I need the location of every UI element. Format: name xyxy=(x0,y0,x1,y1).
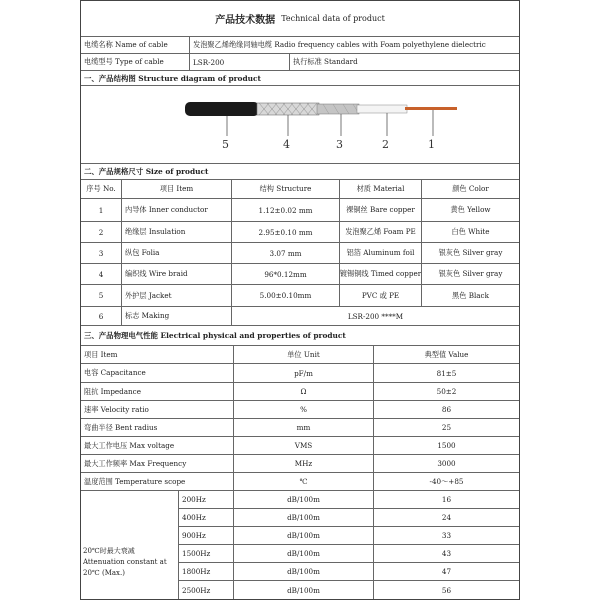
prop-item: 弯曲半径 Bent radius xyxy=(84,422,158,432)
atten-value: 43 xyxy=(373,545,519,562)
row-no: 1 xyxy=(98,205,104,215)
prop-value: 3000 xyxy=(373,455,519,472)
col-item: 项目 Item xyxy=(121,180,231,198)
table-row xyxy=(179,545,519,563)
structure-diagram xyxy=(81,86,519,164)
table-row xyxy=(81,401,519,419)
atten-unit: dB/100m xyxy=(233,527,373,544)
row-structure: 1.12±0.02 mm xyxy=(231,199,339,221)
prop-unit: Ω xyxy=(233,383,373,400)
prop-unit: MHz xyxy=(233,455,373,472)
table-row xyxy=(179,563,519,581)
section3-header xyxy=(81,326,519,346)
atten-freq: 1500Hz xyxy=(182,549,211,558)
prop-unit: pF/m xyxy=(233,364,373,382)
atten-freq: 400Hz xyxy=(182,513,206,522)
row-no: 3 xyxy=(98,248,104,258)
col-prop-value: 典型值 Value xyxy=(373,346,519,363)
table-row xyxy=(179,527,519,545)
table-row xyxy=(81,473,519,491)
table-row xyxy=(81,264,519,285)
table-row xyxy=(179,491,519,509)
atten-value: 33 xyxy=(373,527,519,544)
attenuation-note: 20℃时最大衰减 Attenuation constant at 20℃ (Max.) xyxy=(83,547,167,577)
name-row xyxy=(81,37,519,54)
row-color: 银灰色 Silver gray xyxy=(421,243,519,263)
label-4: 4 xyxy=(283,138,290,151)
prop-item: 最大工作频率 Max Frequency xyxy=(84,458,187,468)
row-item: 外护层 Jacket xyxy=(121,285,231,306)
marking-row xyxy=(81,307,519,326)
atten-value: 56 xyxy=(373,581,519,599)
atten-freq: 200Hz xyxy=(182,495,206,504)
row-color: 黄色 Yellow xyxy=(421,199,519,221)
conductor-layer xyxy=(405,107,457,110)
row-structure: 3.07 mm xyxy=(231,243,339,263)
section2-header xyxy=(81,164,519,180)
row-structure: 96*0.12mm xyxy=(231,264,339,284)
insulation-layer xyxy=(357,105,407,113)
row-item: 绝缘层 Insulation xyxy=(121,222,231,242)
table-row xyxy=(81,455,519,473)
col-prop-item: 项目 Item xyxy=(84,349,118,359)
table-row xyxy=(179,581,519,599)
row-item: 纵包 Folia xyxy=(121,243,231,263)
row-item: 内导体 Inner conductor xyxy=(121,199,231,221)
atten-unit: dB/100m xyxy=(233,491,373,508)
row-structure: 2.95±0.10 mm xyxy=(231,222,339,242)
col-no: 序号 No. xyxy=(86,184,116,193)
prop-unit: ℃ xyxy=(233,473,373,490)
prop-value: 86 xyxy=(373,401,519,418)
prop-item: 速率 Velocity ratio xyxy=(84,404,149,414)
row-color: 黑色 Black xyxy=(421,285,519,306)
prop-item: 最大工作电压 Max voltage xyxy=(84,440,175,450)
prop-value: 81±5 xyxy=(373,364,519,382)
atten-freq: 900Hz xyxy=(182,531,206,540)
page-title xyxy=(81,1,519,36)
attenuation-label-cell xyxy=(81,491,179,599)
prop-item: 电容 Capacitance xyxy=(84,368,146,377)
table-row xyxy=(81,199,519,222)
prop-value: -40～+85 xyxy=(373,473,519,490)
prop-value: 50±2 xyxy=(373,383,519,400)
row-material: 镀锡铜线 Timed copper xyxy=(339,264,421,284)
row-item: 编织线 Wire braid xyxy=(121,264,231,284)
table-row xyxy=(81,222,519,243)
label-5: 5 xyxy=(222,138,229,151)
cable-diagram xyxy=(81,86,519,164)
row-material: PVC 或 PE xyxy=(339,285,421,306)
row-material: 裸铜丝 Bare copper xyxy=(339,199,421,221)
jacket-layer xyxy=(185,102,259,116)
standard-label: 执行标准 Standard xyxy=(289,54,519,70)
prop-unit: VMS xyxy=(233,437,373,454)
table-row xyxy=(81,285,519,307)
atten-unit: dB/100m xyxy=(233,581,373,599)
title-cn: 产品技术数据 xyxy=(215,15,276,26)
table-row xyxy=(81,243,519,264)
atten-freq: 2500Hz xyxy=(182,585,211,595)
type-row xyxy=(81,54,519,71)
atten-value: 47 xyxy=(373,563,519,580)
type-label: 电缆型号 Type of cable xyxy=(84,57,164,66)
col-structure: 结构 Structure xyxy=(231,180,339,198)
section1-header xyxy=(81,71,519,86)
section2-title: 二、产品规格尺寸 Size of product xyxy=(84,167,209,176)
row-no: 5 xyxy=(98,291,104,300)
table-row xyxy=(179,509,519,527)
table-row xyxy=(81,383,519,401)
row-material: 发泡聚乙烯 Foam PE xyxy=(339,222,421,242)
atten-unit: dB/100m xyxy=(233,509,373,526)
table-row xyxy=(81,364,519,383)
label-3: 3 xyxy=(336,138,343,151)
size-table-header xyxy=(81,180,519,199)
row-color: 白色 White xyxy=(421,222,519,242)
marking-no: 6 xyxy=(98,311,104,321)
marking-value: LSR-200 ****M xyxy=(231,307,519,325)
table-row xyxy=(81,437,519,455)
name-value: 发泡聚乙烯绝缘同轴电缆 Radio frequency cables with Foam polyethylene dielectric xyxy=(189,37,519,53)
row-no: 2 xyxy=(98,227,104,237)
prop-item: 温度范围 Temperature scope xyxy=(84,476,186,486)
col-prop-unit: 单位 Unit xyxy=(233,346,373,363)
section3-title: 三、产品物理电气性能 Electrical physical and properties of product xyxy=(84,331,346,340)
prop-unit: % xyxy=(233,401,373,418)
atten-value: 24 xyxy=(373,509,519,526)
prop-item: 阻抗 Impedance xyxy=(84,386,141,396)
table-row xyxy=(81,419,519,437)
row-material: 铝箔 Aluminum foil xyxy=(339,243,421,263)
atten-unit: dB/100m xyxy=(233,545,373,562)
row-structure: 5.00±0.10mm xyxy=(231,285,339,306)
row-color: 银灰色 Silver gray xyxy=(421,264,519,284)
section1-title: 一、产品结构图 Structure diagram of product xyxy=(84,73,261,83)
atten-unit: dB/100m xyxy=(233,563,373,580)
label-2: 2 xyxy=(382,138,389,151)
name-label: 电缆名称 Name of cable xyxy=(84,40,168,49)
prop-value: 1500 xyxy=(373,437,519,454)
prop-value: 25 xyxy=(373,419,519,436)
atten-freq: 1800Hz xyxy=(182,567,211,576)
props-table-header xyxy=(81,346,519,364)
atten-value: 16 xyxy=(373,491,519,508)
col-material: 材质 Material xyxy=(339,180,421,198)
type-value: LSR-200 xyxy=(189,54,289,70)
prop-unit: mm xyxy=(233,419,373,436)
col-color: 颜色 Color xyxy=(421,180,519,198)
row-no: 4 xyxy=(98,269,104,279)
marking-item: 标志 Making xyxy=(121,307,231,325)
title-row xyxy=(81,1,519,37)
title-en: Technical data of product xyxy=(281,14,385,23)
datasheet xyxy=(80,0,520,600)
label-1: 1 xyxy=(428,138,435,151)
